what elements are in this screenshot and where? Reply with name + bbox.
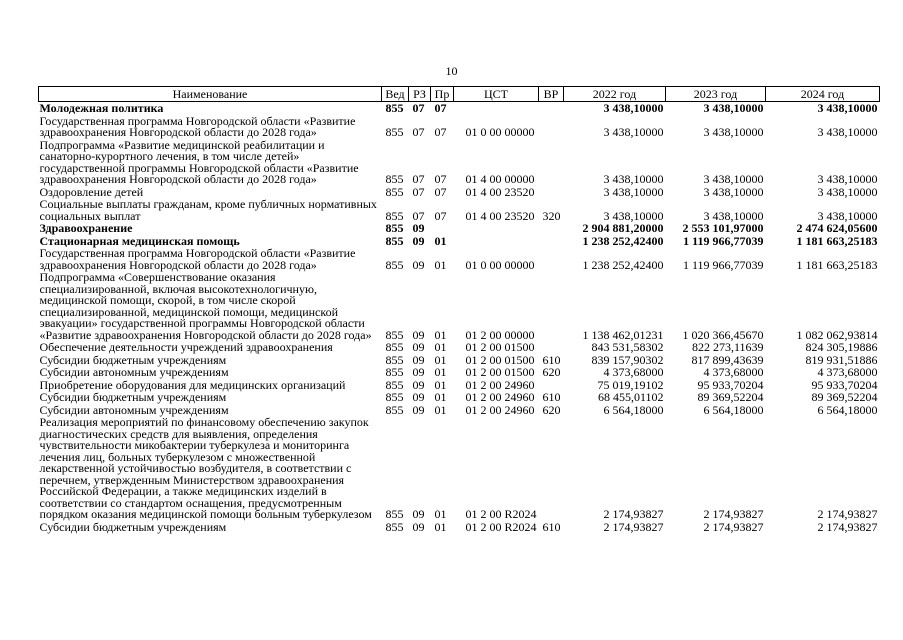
row-amount-2024: 3 438,10000 bbox=[817, 184, 878, 199]
row-amount-2022: 2 174,93827 bbox=[603, 519, 664, 534]
row-pr: 01 bbox=[434, 507, 447, 521]
row-amount-2022: 843 531,58302 bbox=[591, 340, 664, 354]
row-amount-2024: 3 438,10000 bbox=[817, 101, 878, 115]
row-ved: 855 bbox=[385, 221, 404, 235]
row-vr: 320 bbox=[542, 208, 561, 223]
row-pr: 07 bbox=[434, 184, 447, 199]
row-name: Приобретение оборудования для медицинских организаций bbox=[39, 377, 346, 392]
row-ved: 855 bbox=[385, 507, 404, 521]
header-rz: РЗ bbox=[409, 87, 431, 102]
row-vr bbox=[539, 186, 564, 199]
row-name: Субсидии бюджетным учреждениям bbox=[39, 390, 227, 404]
row-amount-2023: 2 174,93827 bbox=[703, 507, 764, 521]
table-row bbox=[39, 102, 880, 115]
row-rz: 07 bbox=[412, 172, 425, 186]
row-pr: 01 bbox=[434, 402, 447, 417]
row-rz: 07 bbox=[412, 125, 425, 139]
row-rz: 09 bbox=[412, 352, 425, 367]
row-ved: 855 bbox=[385, 377, 404, 392]
table-row bbox=[39, 341, 880, 354]
row-pr: 07 bbox=[434, 208, 447, 223]
row-amount-2023: 3 438,10000 bbox=[703, 172, 764, 186]
row-cst: 01 2 00 R2024 bbox=[465, 519, 537, 534]
table-row bbox=[39, 521, 880, 534]
row-name: Субсидии автономным учреждениям bbox=[39, 365, 229, 379]
row-cst: 01 4 00 23520 bbox=[465, 208, 535, 223]
row-name: Субсидии автономным учреждениям bbox=[39, 402, 229, 417]
row-vr bbox=[539, 247, 564, 271]
row-ved: 855 bbox=[385, 233, 404, 248]
row-pr: 07 bbox=[434, 101, 447, 115]
row-pr: 07 bbox=[434, 125, 447, 139]
row-ved: 855 bbox=[385, 125, 404, 139]
row-amount-2023: 3 438,10000 bbox=[703, 184, 764, 199]
row-name: Здравоохранение bbox=[39, 221, 133, 235]
row-name: Молодежная политика bbox=[39, 101, 164, 115]
row-cst bbox=[454, 102, 539, 115]
row-amount-2023: 95 933,70204 bbox=[697, 377, 764, 392]
row-cst bbox=[454, 235, 539, 248]
row-amount-2022: 6 564,18000 bbox=[603, 402, 664, 417]
row-vr: 610 bbox=[542, 390, 561, 404]
row-name: Обеспечение деятельности учреждений здравоохранения bbox=[39, 340, 333, 354]
row-pr: 01 bbox=[434, 519, 447, 534]
row-name: Стационарная медицинская помощь bbox=[39, 233, 240, 248]
row-amount-2022: 3 438,10000 bbox=[603, 125, 664, 139]
row-amount-2022: 4 373,68000 bbox=[603, 365, 664, 379]
row-vr: 620 bbox=[542, 402, 561, 417]
row-amount-2022: 2 174,93827 bbox=[603, 507, 664, 521]
row-amount-2022: 839 157,90302 bbox=[591, 352, 664, 367]
row-vr bbox=[539, 115, 564, 139]
row-name: Оздоровление детей bbox=[39, 184, 144, 199]
row-cst: 01 2 00 24960 bbox=[465, 390, 535, 404]
row-amount-2023: 1 119 966,77039 bbox=[683, 233, 764, 248]
row-amount-2024: 1 082 062,93814 bbox=[796, 327, 878, 342]
table-row bbox=[39, 271, 880, 341]
row-rz: 09 bbox=[412, 402, 425, 417]
row-cst: 01 2 00 01500 bbox=[465, 340, 535, 354]
row-ved: 855 bbox=[385, 327, 404, 342]
row-amount-2023: 1 020 366,45670 bbox=[682, 327, 764, 342]
row-vr: 610 bbox=[542, 519, 561, 534]
row-pr: 01 bbox=[434, 390, 447, 404]
table-row bbox=[39, 139, 880, 186]
row-amount-2024: 819 931,51886 bbox=[805, 352, 878, 367]
row-rz: 09 bbox=[412, 519, 425, 534]
table-row bbox=[39, 115, 880, 139]
row-cst: 01 2 00 00000 bbox=[465, 327, 535, 342]
row-name: Субсидии бюджетным учреждениям bbox=[39, 352, 227, 367]
row-rz: 07 bbox=[412, 184, 425, 199]
header-name: Наименование bbox=[39, 87, 382, 102]
row-amount-2023: 817 899,43639 bbox=[691, 352, 764, 367]
row-amount-2023: 3 438,10000 bbox=[703, 208, 764, 223]
row-rz: 09 bbox=[412, 390, 425, 404]
row-amount-2024: 4 373,68000 bbox=[817, 365, 878, 379]
row-amount-2022: 3 438,10000 bbox=[603, 184, 664, 199]
row-cst: 01 2 00 01500 bbox=[465, 352, 535, 367]
row-amount-2024: 2 174,93827 bbox=[817, 519, 878, 534]
row-rz: 09 bbox=[412, 377, 425, 392]
row-vr: 610 bbox=[542, 352, 561, 367]
row-cst: 01 2 00 24960 bbox=[465, 377, 535, 392]
header-2023: 2023 год bbox=[666, 87, 766, 102]
row-cst: 01 2 00 24960 bbox=[465, 402, 535, 417]
row-name: Реализация мероприятий по финансовому обеспечению закупок диагностических средств для выявления, определения чувствительности микобактерии туберкулеза и мониторинга лечения лиц, больных туберкулезом с множественной лекарственной устойчивостью возбудителя, в соответствии с перечнем, утвержденным Министерством здравоохранения Российской Федерации, а также медицинских изделий в соответствии со стандартом оснащения, предусмотренным порядком оказания медицинской помощи больным туберкулезом bbox=[39, 415, 372, 521]
row-amount-2022: 1 238 252,42400 bbox=[582, 233, 664, 248]
row-ved: 855 bbox=[385, 257, 404, 272]
header-pr: Пр bbox=[431, 87, 454, 102]
row-amount-2023: 4 373,68000 bbox=[703, 365, 764, 379]
row-pr: 01 bbox=[434, 327, 447, 342]
row-name: Социальные выплаты гражданам, кроме публичных нормативных социальных выплат bbox=[39, 197, 377, 223]
row-name: Подпрограмма «Совершенствование оказания специализированной, включая высокотехнологичную, медицинской помощи, скорой, в том числе скорой специализированной, медицинской помощи, медицинской эвакуации» государственной программы Новгородской области «Развитие здравоохранения Новгородской области до 2028 года» bbox=[39, 270, 372, 342]
row-vr bbox=[539, 416, 564, 521]
row-ved: 855 bbox=[385, 402, 404, 417]
row-vr bbox=[539, 271, 564, 341]
row-ved: 855 bbox=[385, 352, 404, 367]
row-pr: 07 bbox=[434, 172, 447, 186]
row-cst bbox=[454, 222, 539, 235]
row-name: Подпрограмма «Развитие медицинской реабилитации и санаторно-курортного лечения, в том числе детей» государственной программы Новгородской области «Развитие здравоохранения Новгородской области до 2028 года» bbox=[39, 137, 359, 186]
row-amount-2023: 3 438,10000 bbox=[703, 125, 764, 139]
row-ved: 855 bbox=[385, 184, 404, 199]
row-rz: 09 bbox=[412, 233, 425, 248]
row-amount-2024: 6 564,18000 bbox=[817, 402, 878, 417]
header-vr: ВР bbox=[539, 87, 564, 102]
row-amount-2024: 1 181 663,25183 bbox=[796, 233, 878, 248]
row-amount-2023: 89 369,52204 bbox=[697, 390, 764, 404]
row-amount-2024: 3 438,10000 bbox=[817, 125, 878, 139]
row-rz: 09 bbox=[412, 507, 425, 521]
row-ved: 855 bbox=[385, 390, 404, 404]
table-row bbox=[39, 247, 880, 271]
row-amount-2024: 1 181 663,25183 bbox=[796, 257, 878, 272]
row-pr: 01 bbox=[434, 233, 447, 248]
row-vr: 620 bbox=[542, 365, 561, 379]
row-amount-2022: 2 904 881,20000 bbox=[582, 221, 664, 235]
row-pr: 01 bbox=[434, 365, 447, 379]
row-rz: 09 bbox=[412, 257, 425, 272]
row-vr bbox=[539, 222, 564, 235]
row-amount-2024: 2 474 624,05600 bbox=[796, 221, 878, 235]
row-ved: 855 bbox=[385, 101, 404, 115]
row-cst: 01 0 00 00000 bbox=[465, 125, 535, 139]
header-ved: Вед bbox=[382, 87, 409, 102]
row-amount-2023: 2 174,93827 bbox=[703, 519, 764, 534]
row-amount-2023: 6 564,18000 bbox=[703, 402, 764, 417]
row-amount-2022: 1 138 462,01231 bbox=[582, 327, 664, 342]
row-rz: 09 bbox=[412, 221, 425, 235]
header-2024: 2024 год bbox=[766, 87, 880, 102]
row-cst: 01 0 00 00000 bbox=[465, 257, 535, 272]
row-amount-2022: 1 238 252,42400 bbox=[582, 257, 664, 272]
row-name: Государственная программа Новгородской области «Развитие здравоохранения Новгородской области до 2028 года» bbox=[39, 246, 356, 272]
table-row bbox=[39, 391, 880, 404]
row-cst: 01 4 00 23520 bbox=[465, 184, 535, 199]
row-pr: 01 bbox=[434, 257, 447, 272]
row-name: Государственная программа Новгородской области «Развитие здравоохранения Новгородской области до 2028 года» bbox=[39, 113, 356, 139]
row-amount-2022: 75 019,19102 bbox=[597, 377, 664, 392]
row-amount-2022: 3 438,10000 bbox=[603, 101, 664, 115]
row-cst: 01 2 00 R2024 bbox=[465, 507, 537, 521]
row-rz: 09 bbox=[412, 327, 425, 342]
row-amount-2023: 822 273,11639 bbox=[691, 340, 764, 354]
row-cst: 01 2 00 01500 bbox=[465, 365, 535, 379]
row-pr: 01 bbox=[434, 352, 447, 367]
row-amount-2023: 3 438,10000 bbox=[703, 101, 764, 115]
row-amount-2024: 2 174,93827 bbox=[817, 507, 878, 521]
row-rz: 09 bbox=[412, 340, 425, 354]
row-pr bbox=[431, 222, 454, 235]
row-vr bbox=[539, 102, 564, 115]
row-ved: 855 bbox=[385, 208, 404, 223]
row-ved: 855 bbox=[385, 519, 404, 534]
header-2022: 2022 год bbox=[564, 87, 666, 102]
row-amount-2022: 3 438,10000 bbox=[603, 208, 664, 223]
row-ved: 855 bbox=[385, 340, 404, 354]
table-row bbox=[39, 366, 880, 379]
page-number: 10 bbox=[445, 64, 458, 78]
row-pr: 01 bbox=[434, 377, 447, 392]
row-amount-2024: 89 369,52204 bbox=[811, 390, 878, 404]
row-ved: 855 bbox=[385, 365, 404, 379]
row-vr bbox=[539, 235, 564, 248]
row-amount-2024: 3 438,10000 bbox=[817, 172, 878, 186]
row-amount-2023: 2 553 101,97000 bbox=[682, 221, 764, 235]
header-cst: ЦСТ bbox=[454, 87, 539, 102]
table-header-row bbox=[39, 87, 880, 102]
row-amount-2022: 3 438,10000 bbox=[603, 172, 664, 186]
table-row bbox=[39, 222, 880, 235]
row-rz: 07 bbox=[412, 101, 425, 115]
row-name: Субсидии бюджетным учреждениям bbox=[39, 519, 227, 534]
row-rz: 07 bbox=[412, 208, 425, 223]
row-amount-2024: 95 933,70204 bbox=[811, 377, 878, 392]
table-row bbox=[39, 416, 880, 521]
table-row bbox=[39, 198, 880, 222]
row-amount-2024: 3 438,10000 bbox=[817, 208, 878, 223]
row-amount-2022: 68 455,01102 bbox=[597, 390, 664, 404]
row-ved: 855 bbox=[385, 172, 404, 186]
row-cst: 01 4 00 00000 bbox=[465, 172, 535, 186]
row-amount-2023: 1 119 966,77039 bbox=[682, 257, 764, 272]
row-vr bbox=[539, 139, 564, 186]
row-vr bbox=[539, 341, 564, 354]
table-body bbox=[39, 102, 880, 534]
row-amount-2024: 824 305,19886 bbox=[805, 340, 878, 354]
budget-table bbox=[38, 86, 880, 533]
row-rz: 09 bbox=[412, 365, 425, 379]
row-pr: 01 bbox=[434, 340, 447, 354]
